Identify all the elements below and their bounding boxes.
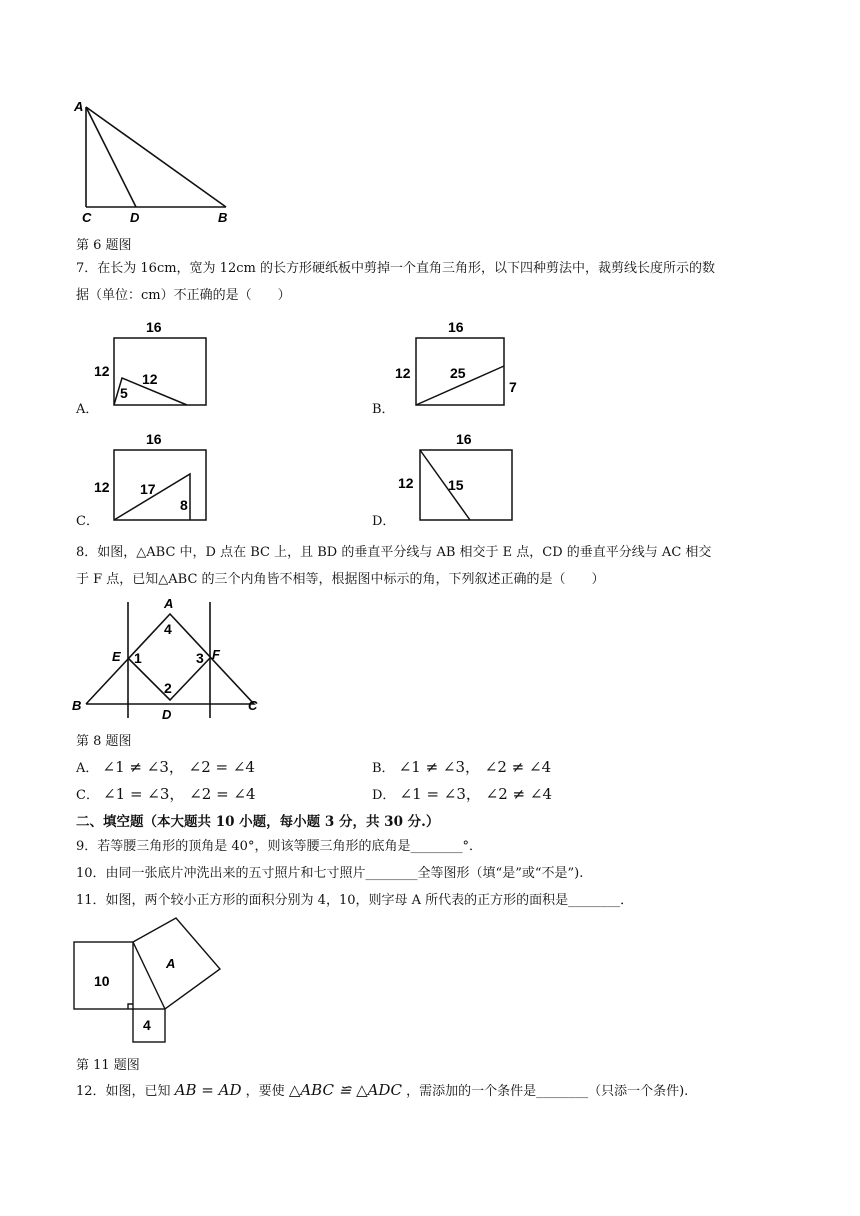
q7-option-b-letter: B．: [372, 402, 395, 417]
q7d-label-top: 16: [456, 431, 472, 447]
figure-11: [68, 912, 238, 1047]
q8-option-a: [76, 756, 255, 777]
q8-option-a-expr: ∠1 ≠ ∠3， ∠2 = ∠4: [102, 758, 255, 776]
fig8-label-2: 2: [164, 680, 172, 696]
q7-option-d-letter: D．: [372, 514, 396, 529]
q7a-label-inner2: 5: [120, 385, 128, 401]
fig8-label-c: C: [248, 698, 258, 713]
q12-prefix: 12．如图，已知: [76, 1084, 171, 1099]
fig11-label-a: A: [166, 956, 176, 971]
q8-option-d-expr: ∠1 = ∠3， ∠2 ≠ ∠4: [399, 785, 553, 803]
fig8-label-b: B: [72, 698, 82, 713]
q12-mid: ，要使: [245, 1084, 285, 1099]
section-2-heading: 二、填空题（本大题共 10 小题，每小题 3 分，共 30 分.）: [76, 814, 440, 830]
fig8-label-4: 4: [164, 621, 172, 637]
fig8-label-d: D: [162, 707, 172, 722]
q11-text: 11．如图，两个较小正方形的面积分别为 4，10，则字母 A 所代表的正方形的面积是________．: [76, 893, 634, 908]
q8-option-c-expr: ∠1 = ∠3， ∠2 = ∠4: [103, 785, 256, 803]
q8-option-c-letter: C．: [76, 788, 99, 803]
q12-expr1: AB = AD: [174, 1081, 242, 1099]
q12-suffix: ，需添加的一个条件是________（只添一个条件).: [406, 1084, 689, 1099]
fig8-label-a: A: [164, 596, 174, 611]
q7-option-d-figure: [392, 430, 532, 524]
q8-text-line1: 8．如图，△ABC 中，D 点在 BC 上，且 BD 的垂直平分线与 AB 相交于 E 点，CD 的垂直平分线与 AC 相交: [76, 545, 712, 560]
q7-text-line2: 据（单位：cm）不正确的是（ ）: [76, 288, 291, 303]
fig8-caption: 第 8 题图: [76, 734, 132, 749]
q8-option-a-letter: A．: [76, 761, 99, 776]
q7-option-a-figure: [92, 318, 222, 410]
q8-option-c: [76, 783, 256, 804]
fig11-label-small: 4: [143, 1017, 151, 1033]
q7c-label-top: 16: [146, 431, 162, 447]
q8-text-line2: 于 F 点，已知△ABC 的三个内角皆不相等，根据图中标示的角，下列叙述正确的是（ ）: [76, 572, 605, 587]
fig11-caption: 第 11 题图: [76, 1058, 140, 1073]
fig6-label-b: B: [218, 210, 228, 225]
q7b-label-right: 7: [509, 379, 517, 395]
fig6-label-c: C: [82, 210, 92, 225]
fig8-label-3: 3: [196, 650, 204, 666]
q8-option-d-letter: D．: [372, 788, 396, 803]
q7a-label-left: 12: [94, 363, 110, 379]
q7b-label-left: 12: [395, 365, 411, 381]
fig8-label-1: 1: [134, 650, 142, 666]
q8-option-d: [372, 783, 552, 804]
q7-option-a-letter: A．: [76, 402, 99, 417]
fig6-caption: 第 6 题图: [76, 238, 132, 253]
q7-text-line1: 7．在长为 16cm，宽为 12cm 的长方形硬纸板中剪掉一个直角三角形，以下四种剪法中，裁剪线长度所示的数: [76, 261, 715, 276]
figure-6: [70, 95, 240, 230]
q7c-label-inner1: 17: [140, 481, 156, 497]
q8-option-b: [372, 756, 551, 777]
q7c-label-left: 12: [94, 479, 110, 495]
q7a-label-top: 16: [146, 319, 162, 335]
figure-8: [68, 596, 268, 724]
fig8-label-f: F: [212, 647, 220, 662]
fig8-label-e: E: [112, 649, 121, 664]
q7d-label-inner1: 15: [448, 477, 464, 493]
q7b-label-top: 16: [448, 319, 464, 335]
q8-option-b-expr: ∠1 ≠ ∠3， ∠2 ≠ ∠4: [398, 758, 552, 776]
q7-option-b-figure: [392, 318, 532, 410]
q7c-label-inner2: 8: [180, 497, 188, 513]
q7b-label-inner1: 25: [450, 365, 466, 381]
q7a-label-inner1: 12: [142, 371, 158, 387]
q7-option-c-figure: [92, 430, 222, 524]
fig6-label-a: A: [74, 99, 84, 114]
q12-text: [76, 1081, 688, 1101]
q7-option-c-letter: C．: [76, 514, 99, 529]
q9-text: 9．若等腰三角形的顶角是 40°，则该等腰三角形的底角是________°．: [76, 839, 482, 854]
fig11-label-big: 10: [94, 973, 110, 989]
q8-option-b-letter: B．: [372, 761, 395, 776]
q10-text: 10．由同一张底片冲洗出来的五寸照片和七寸照片________全等图形（填“是”或“不是”).: [76, 866, 584, 881]
fig6-label-d: D: [130, 210, 140, 225]
q7d-label-left: 12: [398, 475, 414, 491]
q12-expr2: △ABC ≌ △ADC: [288, 1081, 402, 1099]
